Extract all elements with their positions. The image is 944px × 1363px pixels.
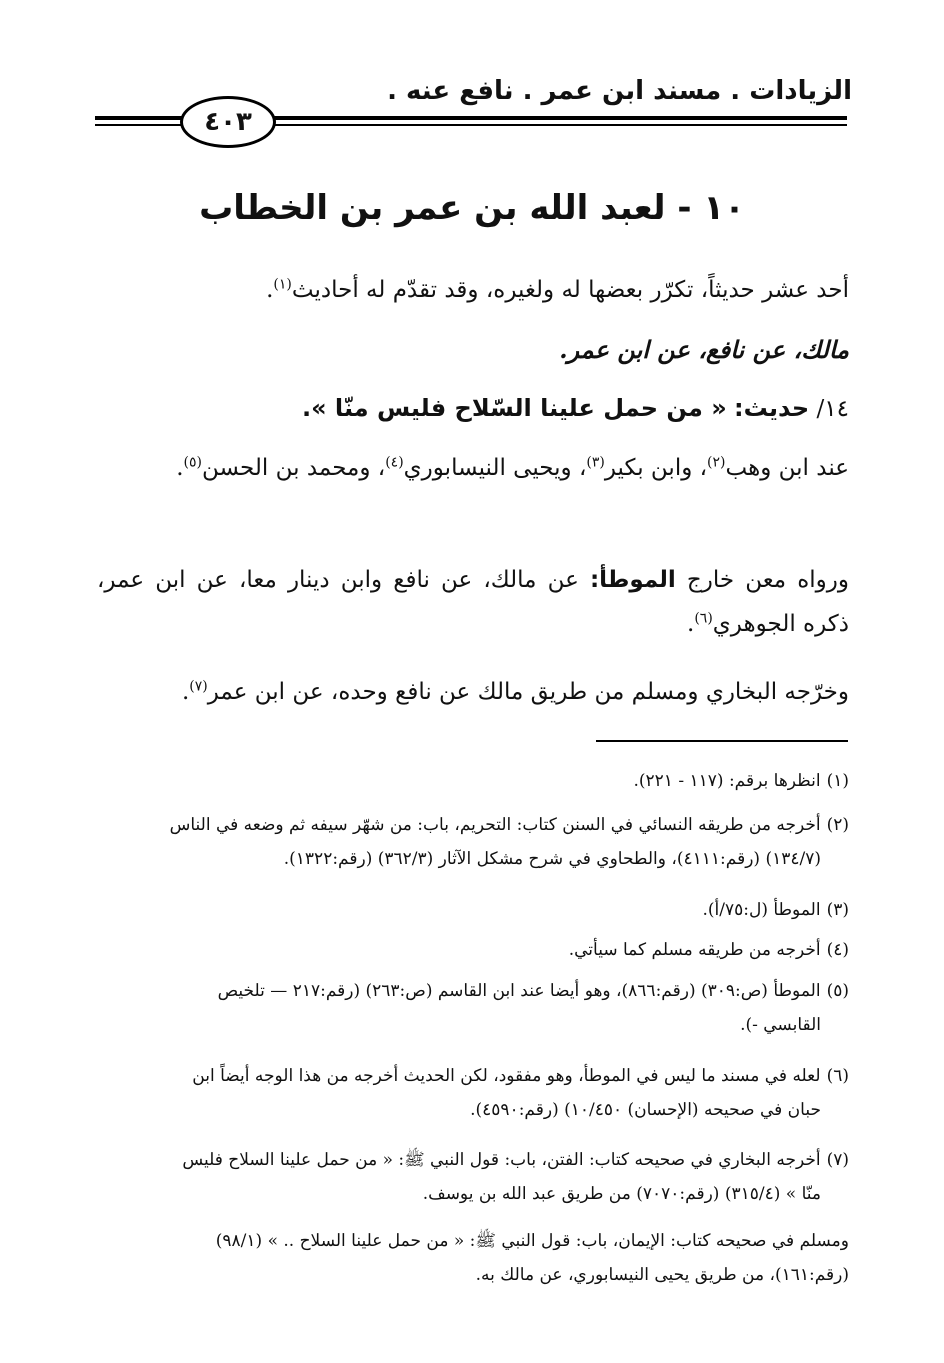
hadith-label: حديث: xyxy=(734,394,810,422)
footnote-1 xyxy=(97,764,849,798)
isnad-line: مالك، عن نافع، عن ابن عمر. xyxy=(559,335,849,364)
footnote-continuation: (رقم:١٦١)، من طريق يحيى النيسابوري، عن مالك به. xyxy=(475,1265,849,1285)
footnote-label: (٣) xyxy=(826,900,849,920)
footnote-7-continued xyxy=(97,1224,849,1292)
footnote-4 xyxy=(97,933,849,967)
narrators-text-5: . xyxy=(176,455,184,481)
footnote-label: (٥) xyxy=(826,981,849,1001)
footnote-text: أخرجه البخاري في صحيحه كتاب: الفتن، باب: قول النبي ﷺ: « من حمل علينا السلاح فليس xyxy=(182,1150,821,1170)
maan-paragraph xyxy=(97,558,849,646)
hadith-text: « من حمل علينا السّلاح فليس منّا ». xyxy=(301,394,727,422)
maan-text-2: عن مالك، عن نافع وابن دينار معا، عن ابن عمر، ذكره الجوهري xyxy=(97,567,849,637)
footnote-text: أخرجه من طريقه النسائي في السنن كتاب: التحريم، باب: من شهّر سيفه ثم وضعه في الناس xyxy=(169,815,821,835)
footnote-label: (٧) xyxy=(826,1150,849,1170)
narrators-text-2: ، وابن بكير xyxy=(604,455,708,481)
maan-text-1: ورواه معن خارج xyxy=(675,567,849,593)
footnote-label: (٤) xyxy=(826,940,849,960)
page-number-badge xyxy=(180,96,276,148)
footnote-ref-6: (٦) xyxy=(694,610,713,627)
footnote-ref-3: (٣) xyxy=(586,454,605,471)
narrators-paragraph xyxy=(97,446,849,490)
footnote-text: ومسلم في صحيحه كتاب: الإيمان، باب: قول النبي ﷺ: « من حمل علينا السلاح .. » (٩٨/١) xyxy=(215,1231,849,1251)
narrators-text-1: عند ابن وهب xyxy=(725,455,849,481)
footnote-ref-4: (٤) xyxy=(385,454,404,471)
chapter-title: ١٠ - لعبد الله بن عمر بن الخطاب xyxy=(199,188,745,228)
footnote-text: أخرجه من طريقه مسلم كما سيأتي. xyxy=(568,940,821,960)
footnote-ref-7: (٧) xyxy=(189,678,208,695)
bukhari-text-2: . xyxy=(181,679,190,705)
footnote-continuation: القابسي -). xyxy=(740,1015,821,1035)
footnote-ref-2: (٢) xyxy=(707,454,726,471)
running-header-title: الزيادات . مسند ابن عمر . نافع عنه . xyxy=(387,76,852,106)
narrators-text-4: ، ومحمد بن الحسن xyxy=(202,455,386,481)
intro-text: أحد عشر حديثاً، تكرّر بعضها له ولغيره، وقد تقدّم له أحاديث xyxy=(291,277,849,303)
footnote-label: (٢) xyxy=(826,815,849,835)
footnote-label: (١) xyxy=(826,771,849,791)
footnote-ref-1: (١) xyxy=(273,276,292,293)
footnote-continuation: حبان في صحيحه (الإحسان) ١٠/٤٥٠) (رقم:٤٥٩٠). xyxy=(470,1100,821,1120)
footnote-text: لعله في مسند ما ليس في الموطأ، وهو مفقود، لكن الحديث أخرجه من هذا الوجه أيضاً ابن xyxy=(192,1066,821,1086)
page-number: ٤٠٣ xyxy=(204,107,252,137)
narrators-text-3: ، ويحيى النيسابوري xyxy=(403,455,587,481)
footnote-text: الموطأ (ص:٣٠٩) (رقم:٨٦٦)، وهو أيضا عند ابن القاسم (ص:٢٦٣) (رقم:٢١٧ — تلخيص xyxy=(217,981,821,1001)
footnote-separator xyxy=(596,740,848,742)
footnote-text: الموطأ (ل:٧٥/أ). xyxy=(702,900,821,920)
intro-paragraph: أحد عشر حديثاً، تكرّر بعضها له ولغيره، وقد تقدّم له أحاديث$^{(١)}$. xyxy=(266,276,849,303)
bukhari-paragraph xyxy=(97,670,849,714)
footnote-ref-5: (٥) xyxy=(183,454,203,471)
footnote-text: انظرها برقم: (١١٧ - ٢٢١). xyxy=(633,771,821,791)
footnote-2 xyxy=(97,808,849,876)
footnote-continuation: (١٣٤/٧) (رقم:٤١١١)، والطحاوي في شرح مشكل الآثار (٣٦٢/٣) (رقم:١٣٢٢). xyxy=(283,849,821,869)
footnote-label: (٦) xyxy=(826,1066,849,1086)
footnote-6 xyxy=(97,1059,849,1127)
bukhari-text-1: وخرّجه البخاري ومسلم من طريق مالك عن نافع وحده، عن ابن عمر xyxy=(207,679,849,705)
hadith-line xyxy=(97,386,849,431)
footnote-continuation: منّا » (٣١٥/٤) (رقم:٧٠٧٠) من طريق عبد الله بن يوسف. xyxy=(422,1184,821,1204)
footnote-5 xyxy=(97,974,849,1042)
hadith-number: ١٤/ xyxy=(816,396,849,422)
maan-text-3: . xyxy=(687,611,695,637)
muwatta-bold: الموطأ: xyxy=(589,567,676,593)
footnote-3 xyxy=(97,893,849,927)
footnote-7 xyxy=(97,1143,849,1211)
